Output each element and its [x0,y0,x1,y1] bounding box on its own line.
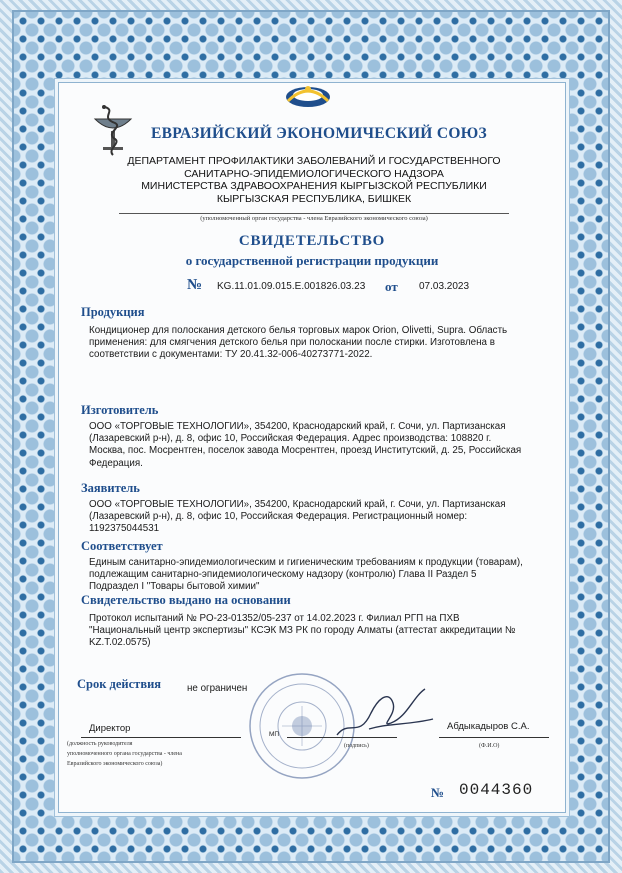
compliance-heading: Соответствует [81,539,163,553]
basis-line: Протокол испытаний № PO-23-01352/05-237 от 14.02.2023 г. Филиал РГП на ПХВ [89,613,460,624]
manufacturer-heading: Изготовитель [81,403,159,417]
number-sign: № [187,277,203,293]
manufacturer-line: ООО «ТОРГОВЫЕ ТЕХНОЛОГИИ», 354200, Краснодарский край, г. Сочи, ул. Партизанская [89,421,506,432]
position-note-line: уполномоченного органа государства - члена [67,751,182,757]
certificate-paper [58,82,566,813]
applicant-heading: Заявитель [81,481,140,495]
compliance-line: Единым санитарно-эпидемиологическим и гигиеническим требованиям к продукции (товарам), [89,557,523,568]
signature-note: (подпись) [344,743,369,749]
applicant-line: (Лазаревский р-н), д. 8, офис 10, Российская Федерация. Регистрационный номер: [89,511,468,523]
document-title: СВИДЕТЕЛЬСТВО [238,233,386,249]
manufacturer-line: Федерация. [89,457,143,469]
authority-note: (уполномоченный орган государства - члена Евразийского экономического союза) [200,215,428,222]
department-line: САНИТАРНО-ЭПИДЕМИОЛОГИЧЕСКОГО НАДЗОРА [184,167,444,180]
department-line: ДЕПАРТАМЕНТ ПРОФИЛАКТИКИ ЗАБОЛЕВАНИЙ И ГОСУДАРСТВЕННОГО [127,155,501,167]
validity-label: Срок действия [77,677,162,691]
registration-number: KG.11.01.09.015.E.001826.03.23 [217,281,366,292]
manufacturer-line: (Лазаревский р-н), д. 8, офис 10, Российская Федерация. Адрес производства: 108820 г. [89,433,492,445]
manufacturer-line: Москва, пос. Мосрентген, поселок завода Мосрентген, проезд Институтский, д. 25, Российская [89,445,522,457]
applicant-text [89,499,547,536]
date-from-label: от [385,279,398,294]
basis-line: "Национальный центр экспертизы" КСЭК МЗ РК по городу Алматы (аттестат аккредитации № [89,625,516,637]
handwritten-signature [329,679,439,749]
signatory-name: Абдыкадыров С.А. [447,721,530,732]
authority-underline [119,213,509,214]
applicant-line: ООО «ТОРГОВЫЕ ТЕХНОЛОГИИ», 354200, Краснодарский край, г. Сочи, ул. Партизанская [89,499,506,510]
serial-number: 0044360 [459,781,534,799]
basis-text [89,613,547,650]
compliance-line: подлежащим санитарно-эпидемиологическому надзору (контролю) Глава II Раздел 5 [89,569,477,581]
manufacturer-text [89,421,547,470]
signature-line [287,737,397,738]
document-subtitle: о государственной регистрации продукции [185,253,439,268]
eaeu-emblem-icon [284,79,332,109]
product-line: применения: для смягчения детского белья при полоскании после стирки. Изготовлена в [89,337,495,349]
product-heading: Продукция [81,305,145,319]
position-note-line: (должность руководителя [67,741,133,747]
product-line: Кондиционер для полоскания детского белья торговых марок Orion, Olivetti, Supra. Область [89,325,508,336]
name-line [439,737,549,738]
department-line: КЫРГЫЗСКАЯ РЕСПУБЛИКА, БИШКЕК [216,192,412,205]
serial-sign: № [431,785,445,800]
basis-line: KZ.T.02.0575) [89,637,151,649]
seal-place-label: МП [269,731,280,738]
department-line: МИНИСТЕРСТВА ЗДРАВООХРАНЕНИЯ КЫРГЫЗСКОЙ РЕСПУБЛИКИ [141,180,487,192]
name-note: (Ф.И.О) [479,743,500,749]
union-title: ЕВРАЗИЙСКИЙ ЭКОНОМИЧЕСКИЙ СОЮЗ [151,125,487,142]
product-text [89,325,547,362]
signatory-position: Директор [89,723,131,734]
department-block [109,155,519,205]
position-note-line: Евразийского экономического союза) [67,761,163,767]
applicant-line: 1192375044531 [89,523,160,535]
basis-heading: Свидетельство выдано на основании [81,593,291,607]
position-line [81,737,241,738]
compliance-text [89,557,547,594]
validity-value: не ограничен [187,683,248,694]
registration-date: 07.03.2023 [419,281,470,292]
bowl-of-hygieia-icon [89,103,137,159]
product-line: соответствии с документами: ТУ 20.41.32-006-40273771-2022. [89,349,373,361]
position-note [67,739,237,769]
compliance-line: Подраздел I "Товары бытовой химии" [89,581,260,593]
